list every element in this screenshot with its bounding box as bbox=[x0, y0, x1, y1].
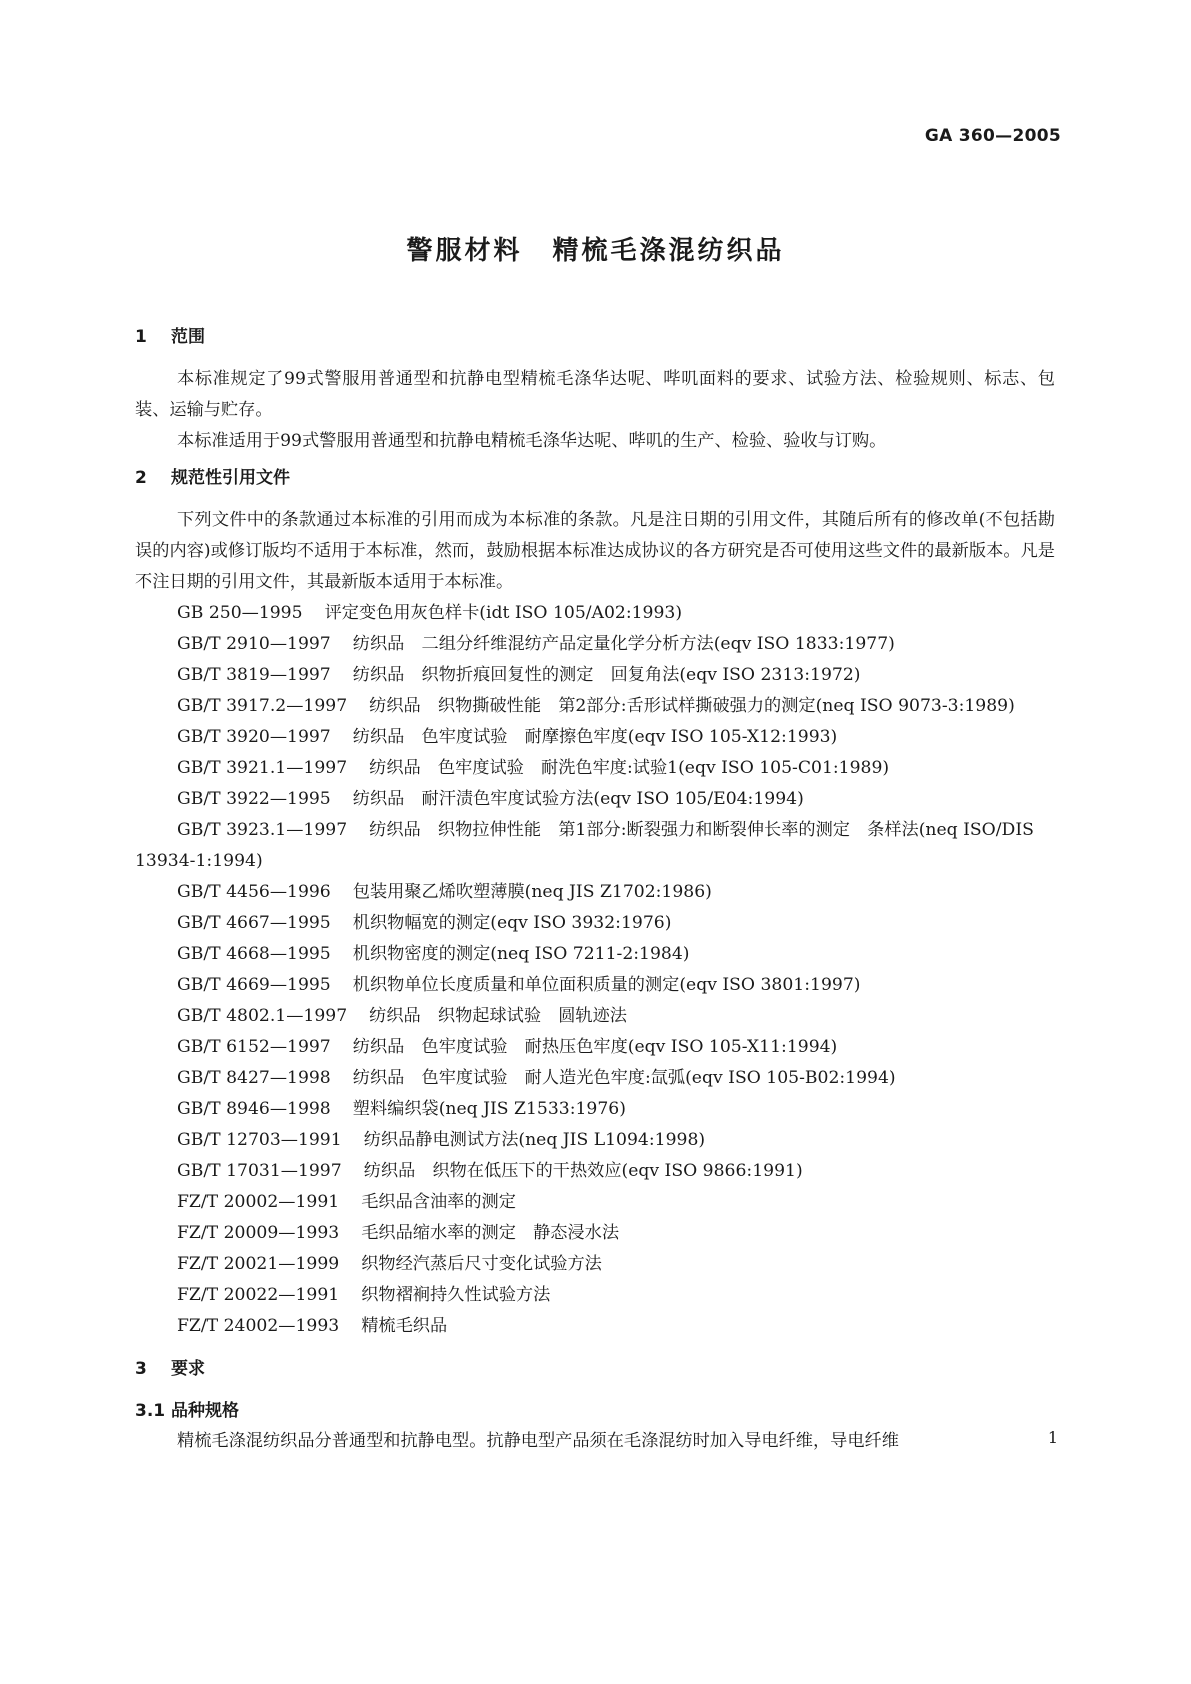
reference-code: GB/T 4802.1—1997 bbox=[177, 1006, 348, 1026]
reference-item bbox=[135, 908, 1055, 939]
reference-code: GB/T 3920—1997 bbox=[177, 727, 331, 747]
reference-code: GB/T 4456—1996 bbox=[177, 882, 331, 902]
reference-code: GB/T 4667—1995 bbox=[177, 913, 331, 933]
reference-title: 机织物密度的测定(neq ISO 7211-2:1984) bbox=[352, 944, 690, 964]
reference-item bbox=[135, 722, 1055, 753]
subsection-heading-3-1 bbox=[135, 1396, 1055, 1426]
reference-item bbox=[135, 1187, 1055, 1218]
reference-code: GB/T 17031—1997 bbox=[177, 1161, 342, 1181]
reference-title: 纺织品 织物起球试验 圆轨迹法 bbox=[369, 1006, 627, 1026]
reference-code: GB/T 6152—1997 bbox=[177, 1037, 331, 1057]
reference-title: 评定变色用灰色样卡(idt ISO 105/A02:1993) bbox=[324, 603, 683, 623]
reference-title: 纺织品 二组分纤维混纺产品定量化学分析方法(eqv ISO 1833:1977) bbox=[352, 634, 895, 654]
reference-item bbox=[135, 877, 1055, 908]
reference-title: 塑料编织袋(neq JIS Z1533:1976) bbox=[352, 1099, 626, 1119]
document-body bbox=[135, 322, 1055, 1457]
reference-code: GB 250—1995 bbox=[177, 603, 303, 623]
reference-title: 纺织品静电测试方法(neq JIS L1094:1998) bbox=[363, 1130, 706, 1150]
reference-item bbox=[135, 1156, 1055, 1187]
standard-code: GA 360—2005 bbox=[924, 126, 1061, 146]
reference-item bbox=[135, 1094, 1055, 1125]
reference-title: 机织物单位长度质量和单位面积质量的测定(eqv ISO 3801:1997) bbox=[352, 975, 861, 995]
subsection-number: 3.1 bbox=[135, 1401, 166, 1421]
reference-item bbox=[135, 1125, 1055, 1156]
reference-title: 机织物幅宽的测定(eqv ISO 3932:1976) bbox=[352, 913, 672, 933]
section-title: 要求 bbox=[171, 1359, 205, 1379]
section-number: 2 bbox=[135, 468, 147, 488]
page-number: 1 bbox=[1047, 1428, 1058, 1447]
reference-item bbox=[135, 1311, 1055, 1342]
reference-title: 纺织品 织物折痕回复性的测定 回复角法(eqv ISO 2313:1972) bbox=[352, 665, 861, 685]
reference-code: GB/T 3922—1995 bbox=[177, 789, 331, 809]
reference-item bbox=[135, 598, 1055, 629]
section-title: 范围 bbox=[171, 327, 205, 347]
reference-item bbox=[135, 1249, 1055, 1280]
reference-title: 纺织品 色牢度试验 耐洗色牢度:试验1(eqv ISO 105-C01:1989) bbox=[369, 758, 890, 778]
paragraph: 本标准适用于99式警服用普通型和抗静电精梳毛涤华达呢、哔叽的生产、检验、验收与订购。 bbox=[177, 431, 887, 451]
reference-code: GB/T 2910—1997 bbox=[177, 634, 331, 654]
paragraph: 下列文件中的条款通过本标准的引用而成为本标准的条款。凡是注日期的引用文件，其随后所有的修改单(不包括勘误的内容)或修订版均不适用于本标准，然而，鼓励根据本标准达成协议的各方研究是否可使用这些文件的最新版本。凡是不注日期的引用文件，其最新版本适用于本标准。 bbox=[135, 510, 1055, 592]
reference-item bbox=[135, 1280, 1055, 1311]
reference-item bbox=[135, 784, 1055, 815]
reference-list bbox=[135, 598, 1055, 1342]
reference-item bbox=[135, 939, 1055, 970]
reference-code: GB/T 8427—1998 bbox=[177, 1068, 331, 1088]
reference-title: 纺织品 色牢度试验 耐摩擦色牢度(eqv ISO 105-X12:1993) bbox=[352, 727, 838, 747]
title-part-2: 精梳毛涤混纺织品 bbox=[552, 236, 785, 266]
section-number: 3 bbox=[135, 1359, 147, 1379]
paragraph: 本标准规定了99式警服用普通型和抗静电型精梳毛涤华达呢、哔叽面料的要求、试验方法、检验规则、标志、包装、运输与贮存。 bbox=[135, 369, 1055, 420]
reference-title: 纺织品 色牢度试验 耐人造光色牢度:氙弧(eqv ISO 105-B02:1994) bbox=[352, 1068, 896, 1088]
reference-title: 包装用聚乙烯吹塑薄膜(neq JIS Z1702:1986) bbox=[352, 882, 712, 902]
section-heading-1 bbox=[135, 322, 1055, 352]
section-heading-2 bbox=[135, 463, 1055, 493]
reference-item bbox=[135, 815, 1055, 877]
reference-item bbox=[135, 691, 1055, 722]
section-title: 规范性引用文件 bbox=[171, 468, 290, 488]
reference-code: FZ/T 20009—1993 bbox=[177, 1223, 340, 1243]
title-part-1: 警服材料 bbox=[406, 236, 523, 266]
reference-title: 织物经汽蒸后尺寸变化试验方法 bbox=[361, 1254, 602, 1274]
reference-title: 纺织品 织物拉伸性能 第1部分:断裂强力和断裂伸长率的测定 条样法(neq ISO/DIS 13934-1:1994) bbox=[135, 820, 1034, 871]
reference-title: 纺织品 耐汗渍色牢度试验方法(eqv ISO 105/E04:1994) bbox=[352, 789, 804, 809]
reference-code: FZ/T 20002—1991 bbox=[177, 1192, 340, 1212]
reference-code: GB/T 4669—1995 bbox=[177, 975, 331, 995]
reference-code: FZ/T 20022—1991 bbox=[177, 1285, 340, 1305]
reference-code: FZ/T 24002—1993 bbox=[177, 1316, 340, 1336]
subsection-title: 品种规格 bbox=[171, 1401, 239, 1421]
reference-code: GB/T 12703—1991 bbox=[177, 1130, 342, 1150]
reference-item bbox=[135, 970, 1055, 1001]
reference-code: GB/T 3917.2—1997 bbox=[177, 696, 348, 716]
section-heading-3 bbox=[135, 1354, 1055, 1384]
reference-code: GB/T 8946—1998 bbox=[177, 1099, 331, 1119]
reference-item bbox=[135, 629, 1055, 660]
paragraph: 精梳毛涤混纺织品分普通型和抗静电型。抗静电型产品须在毛涤混纺时加入导电纤维，导电纤维 bbox=[177, 1431, 899, 1451]
reference-item bbox=[135, 1032, 1055, 1063]
reference-code: GB/T 4668—1995 bbox=[177, 944, 331, 964]
reference-title: 纺织品 色牢度试验 耐热压色牢度(eqv ISO 105-X11:1994) bbox=[352, 1037, 838, 1057]
reference-title: 毛织品缩水率的测定 静态浸水法 bbox=[361, 1223, 620, 1243]
reference-item bbox=[135, 660, 1055, 691]
reference-title: 纺织品 织物撕破性能 第2部分:舌形试样撕破强力的测定(neq ISO 9073-3:1989) bbox=[369, 696, 1015, 716]
reference-code: GB/T 3921.1—1997 bbox=[177, 758, 348, 778]
reference-title: 纺织品 织物在低压下的干热效应(eqv ISO 9866:1991) bbox=[363, 1161, 803, 1181]
reference-title: 织物褶裥持久性试验方法 bbox=[361, 1285, 551, 1305]
reference-item bbox=[135, 1063, 1055, 1094]
reference-title: 精梳毛织品 bbox=[361, 1316, 448, 1336]
reference-item bbox=[135, 1001, 1055, 1032]
reference-item bbox=[135, 1218, 1055, 1249]
reference-title: 毛织品含油率的测定 bbox=[361, 1192, 516, 1212]
section-number: 1 bbox=[135, 327, 147, 347]
reference-code: GB/T 3923.1—1997 bbox=[177, 820, 348, 840]
reference-code: GB/T 3819—1997 bbox=[177, 665, 331, 685]
page-title bbox=[0, 230, 1191, 267]
reference-item bbox=[135, 753, 1055, 784]
reference-code: FZ/T 20021—1999 bbox=[177, 1254, 340, 1274]
